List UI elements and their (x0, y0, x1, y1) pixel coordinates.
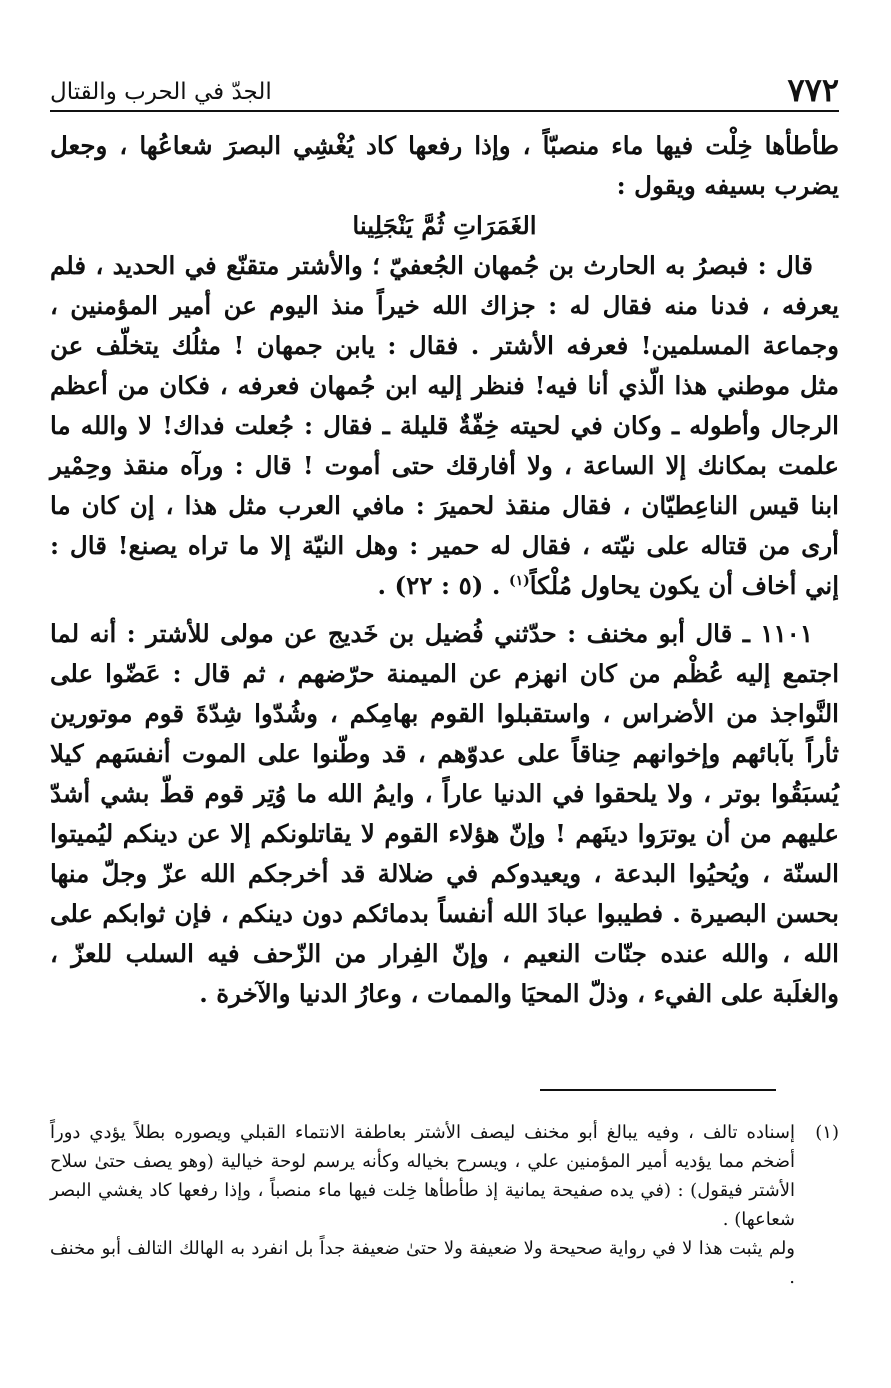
paragraph-2 (50, 246, 839, 606)
paragraph-2-text: قال : فبصرُ به الحارث بن جُمهان الجُعفيّ ؛ والأشتر متقنّع في الحديد ، فلم يعرفه ، فدنا منه فقال له : جزاك الله خيراً منذ اليوم عن أمير المؤمنين ، وجماعة المسلمين! فعرفه الأشتر . فقال : يابن جمهان ! مثلُك يتخلّف عن مثل موطني هذا الّذي أنا فيه! فنظر إليه ابن جُمهان فعرفه ، فكان من أعظم الرجال وأطوله ـ وكان في لحيته خِفّةٌ قليلة ـ فقال : جُعلت فداك! لا والله ما علمت بمكانك إلا الساعة ، ولا أفارقك حتى أموت ! قال : ورآه منقذ وحِمْير ابنا قيس الناعِطيّان ، فقال منقذ لحميرَ : مافي العرب مثل هذا ، إن كان ما أرى من قتاله على نيّته ، فقال له حمير : وهل النيّة إلا ما تراه يصنع! قال : إني أخاف أن يكون يحاول مُلْكاً (50, 251, 839, 600)
footnote-reference[interactable]: (١) (508, 572, 530, 589)
page-header (50, 66, 839, 110)
footnote-body (50, 1118, 795, 1292)
page-number: ٧٧٢ (787, 71, 839, 109)
footnote-paragraph: ولم يثبت هذا لا في رواية صحيحة ولا ضعيفة ولا حتىٰ ضعيفة جداً بل انفرد به الهالك التالف أبو مخنف . (50, 1238, 795, 1288)
footnote-paragraph: إسناده تالف ، وفيه يبالغ أبو مخنف ليصف الأشتر بعاطفة الانتماء القبلي ويصوره بطلاً يؤدي دوراً أضخم مما يؤديه أمير المؤمنين علي ، ويسرح بخياله وكأنه يرسم لوحة خيالية (وهو يصف حتىٰ سلاح الأشتر فيقول) : (في يده صفيحة يمانية إذ طأطأها خِلت فيها ماء منصباً ، وإذا رفعها كاد يغشي البصر شعاعها) . (50, 1122, 795, 1230)
footnotes-section (50, 1118, 839, 1292)
main-text (50, 126, 839, 1014)
footnote-number: (١) (815, 1122, 839, 1143)
footnote-divider (540, 1089, 776, 1091)
running-title: الجدّ في الحرب والقتال (50, 79, 272, 105)
source-citation: . (٥ : ٢٢) . (377, 571, 501, 600)
footnote-item (50, 1118, 839, 1292)
header-divider (50, 110, 839, 112)
verse-line: الغَمَرَاتِ ثُمَّ يَنْجَلِينا (352, 211, 537, 240)
paragraph-3: ١١٠١ ـ قال أبو مخنف : حدّثني فُضيل بن خَديج عن مولى للأشتر : أنه لما اجتمع إليه عُظْم من كان انهزم عن الميمنة حرّضهم ، ثم قال : عَضّوا على النَّواجذ من الأضراس ، واستقبلوا القوم بهامِكم ، وشُدّوا شِدّةَ قوم موتورين ثأراً بآبائهم وإخوانهم حِناقاً على عدوّهم ، قد وطّنوا على الموت أنفسَهم كيلا يُسبَقُوا بوتر ، ولا يلحقوا في الدنيا عاراً ، وايمُ الله ما وُتِر قوم قطّ بشي أشدّ عليهم من أن يوترَوا دينَهم ! وإنّ هؤلاء القوم لا يقاتلونكم إلا عن دينكم ليُميتوا السنّة ، ويُحيُوا البدعة ، ويعيدوكم في ضلالة قد أخرجكم الله عزّ وجلّ منها بحسن البصيرة . فطيبوا عبادَ الله أنفساً بدمائكم دون دينكم ، فإن ثوابكم على الله ، والله عنده جنّات النعيم ، وإنّ الفِرار من الزّحف فيه السلب للعزّ ، والغلَبة على الفيء ، وذلّ المحيَا والممات ، وعارُ الدنيا والآخرة . (50, 619, 839, 1008)
paragraph-1: طأطأها خِلْت فيها ماء منصبّاً ، وإذا رفعها كاد يُغْشِي البصرَ شعاعُها ، وجعل يضرب بسيفه ويقول : (50, 131, 839, 200)
